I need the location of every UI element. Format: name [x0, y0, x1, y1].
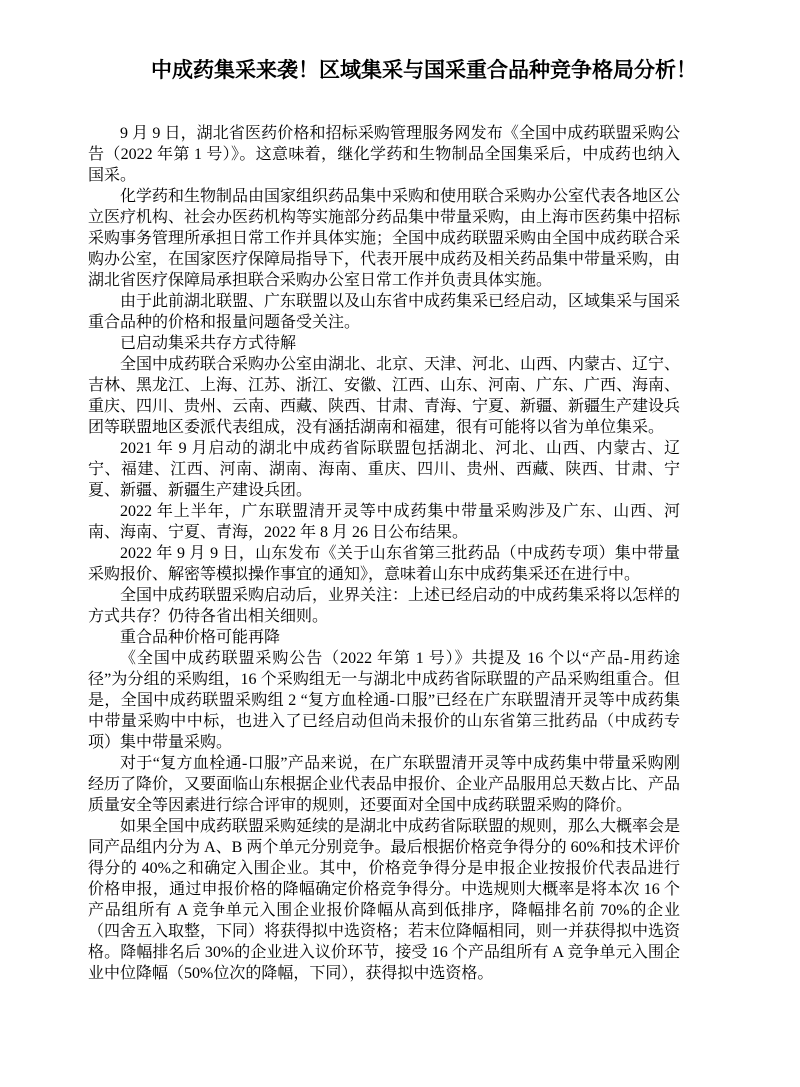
section-heading: 已启动集采共存方式待解 — [120, 335, 297, 352]
paragraph: 2022 年 9 月 9 日，山东发布《关于山东省第三批药品（中成药专项）集中带量采购报价、解密等模拟操作事宜的通知》，意味着山东中成药集采还在进行中。 — [88, 545, 680, 583]
article-body — [88, 123, 680, 984]
paragraph: 化学药和生物制品由国家组织药品集中采购和使用联合采购办公室代表各地区公立医疗机构、社会办医药机构等实施部分药品集中带量采购，由上海市医药集中招标采购事务管理所承担日常工作并具体实施；全国中成药联盟采购由全国中成药联合采购办公室，在国家医疗保障局指导下，代表开展中成药及相关药品集中带量采购，由湖北省医疗保障局承担联合采购办公室日常工作并负责具体实施。 — [88, 188, 681, 289]
paragraph: 对于“复方血栓通-口服”产品来说，在广东联盟清开灵等中成药集中带量采购刚经历了降价，又要面临山东根据企业代表品申报价、企业产品服用总天数占比、产品质量安全等因素进行综合评审的规则，还要面对全国中成药联盟采购的降价。 — [88, 755, 681, 814]
paragraph: 全国中成药联合采购办公室由湖北、北京、天津、河北、山西、内蒙古、辽宁、吉林、黑龙江、上海、江苏、浙江、安徽、江西、山东、河南、广东、广西、海南、重庆、四川、贵州、云南、西藏、陕西、甘肃、青海、宁夏、新疆、新疆生产建设兵团等联盟地区委派代表组成，没有涵括湖南和福建，很有可能将以省为单位集采。 — [88, 356, 681, 436]
paragraph: 2022 年上半年，广东联盟清开灵等中成药集中带量采购涉及广东、山西、河南、海南、宁夏、青海，2022 年 8 月 26 日公布结果。 — [88, 503, 680, 541]
paragraph: 9 月 9 日，湖北省医药价格和招标采购管理服务网发布《全国中成药联盟采购公告（2022 年第 1 号）》。这意味着，继化学药和生物制品全国集采后，中成药也纳入国采。 — [88, 125, 680, 184]
section-heading: 重合品种价格可能再降 — [120, 629, 281, 646]
paragraph: 《全国中成药联盟采购公告（2022 年第 1 号）》共提及 16 个以“产品-用药途径”为分组的采购组，16 个采购组无一与湖北中成药省际联盟的产品采购组重合。但是，全国中成药联盟采购组 2 “复方血栓通-口服”已经在广东联盟清开灵等中成药集中带量采购中中标，也进入了已经启动但尚未报价的山东省第三批药品（中成药专项）集中带量采购。 — [88, 650, 680, 751]
paragraph: 由于此前湖北联盟、广东联盟以及山东省中成药集采已经启动，区域集采与国采重合品种的价格和报量问题备受关注。 — [88, 293, 681, 331]
paragraph: 全国中成药联盟采购启动后，业界关注：上述已经启动的中成药集采将以怎样的方式共存？仍待各省出相关细则。 — [88, 587, 681, 625]
paragraph: 2021 年 9 月启动的湖北中成药省际联盟包括湖北、河北、山西、内蒙古、辽宁、福建、江西、河南、湖南、海南、重庆、四川、贵州、西藏、陕西、甘肃、宁夏、新疆、新疆生产建设兵团。 — [88, 440, 680, 499]
article-title: 中成药集采来袭！区域集采与国采重合品种竞争格局分析！ — [151, 58, 697, 82]
paragraph: 如果全国中成药联盟采购延续的是湖北中成药省际联盟的规则，那么大概率会是同产品组内分为 A、B 两个单元分别竞争。最后根据价格竞争得分的 60%和技术评价得分的 40%之和确定入围企业。其中，价格竞争得分是申报企业按报价代表品进行价格申报，通过申报价格的降幅确定价格竞争得分。中选规则大概率是将本次 16 个产品组所有 A 竞争单元入围企业报价降幅从高到低排序，降幅排名前 70%的企业（四舍五入取整，下同）将获得拟中选资格；若末位降幅相同，则一并获得拟中选资格。降幅排名后 30%的企业进入议价环节，接受 16 个产品组所有 A 竞争单元入围企业中位降幅（50%位次的降幅，下同），获得拟中选资格。 — [88, 818, 681, 982]
